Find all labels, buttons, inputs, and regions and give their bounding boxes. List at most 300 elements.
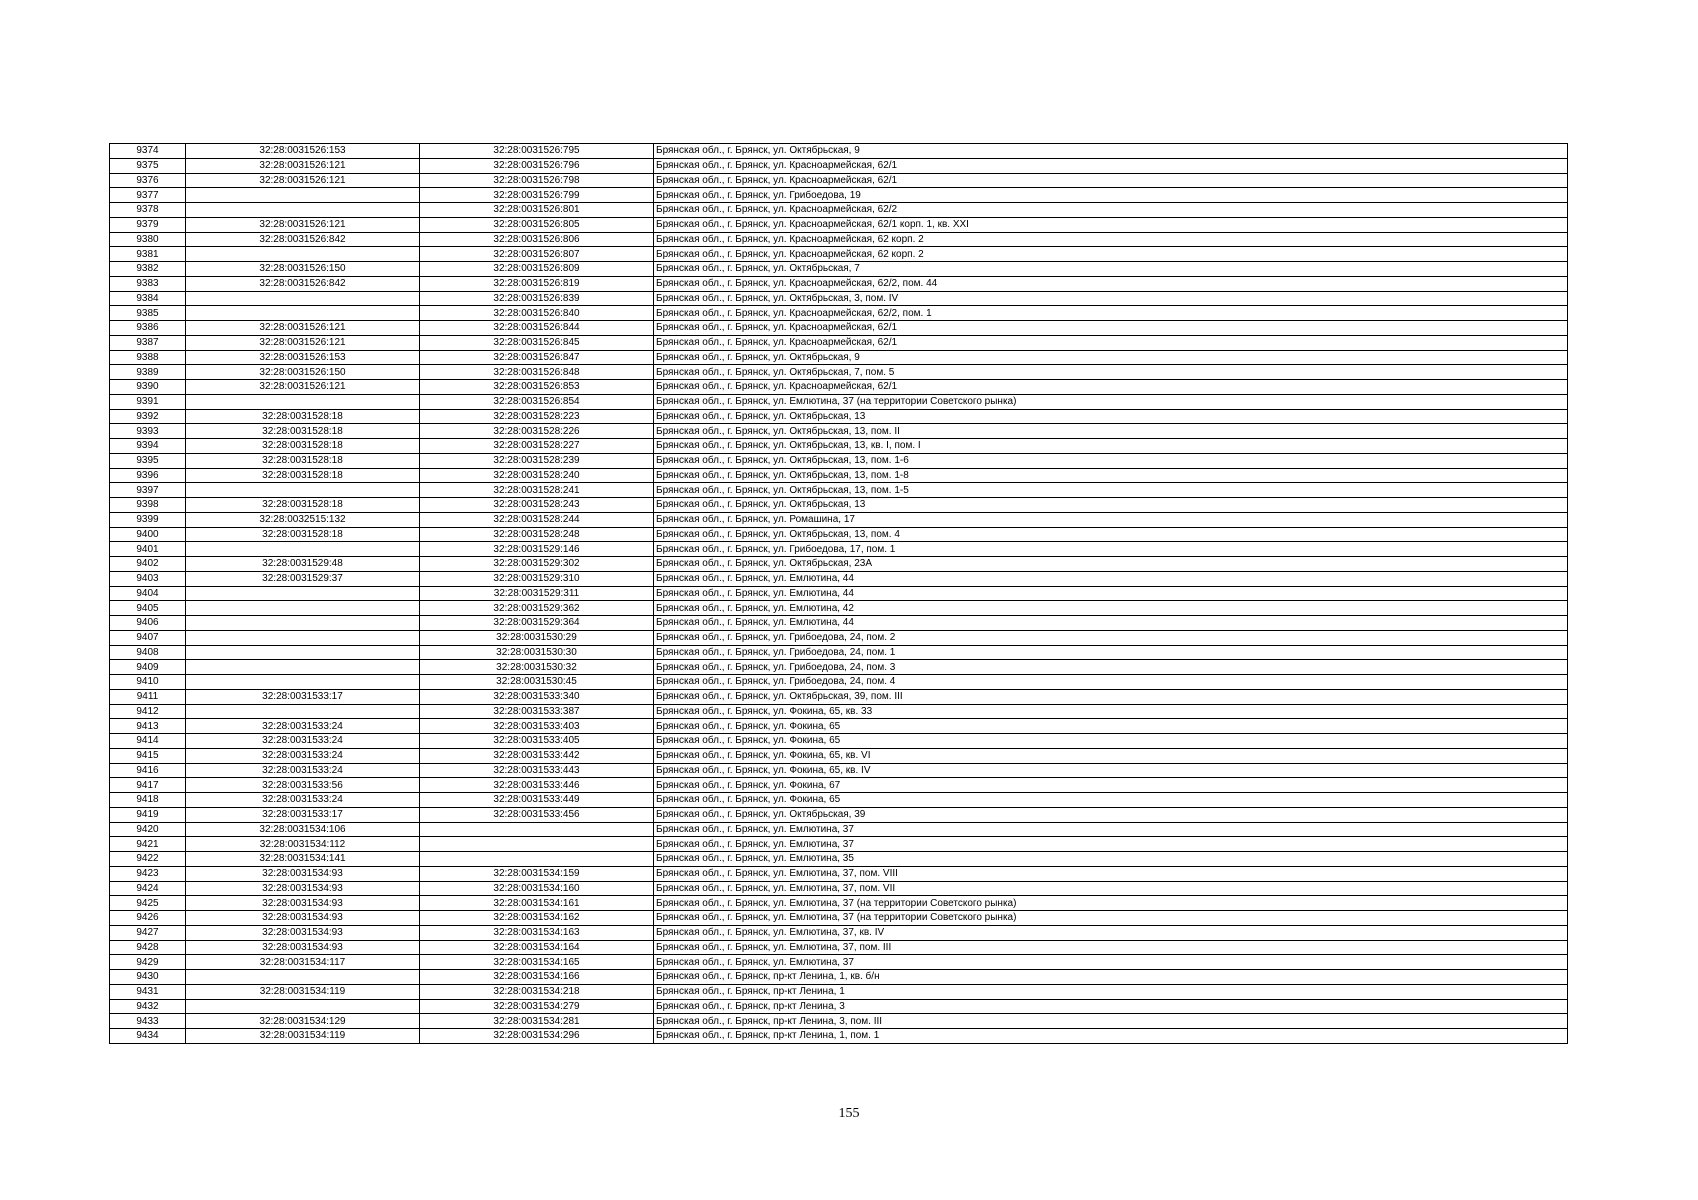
cadastral-number-cell: 32:28:0031529:364	[420, 616, 654, 631]
row-number-cell: 9414	[110, 734, 186, 749]
address-cell: Брянская обл., г. Брянск, ул. Емлютина, 44	[654, 571, 1568, 586]
table-row	[110, 719, 1568, 734]
parent-cadastral-number-cell: 32:28:0031528:18	[186, 409, 420, 424]
table-row	[110, 306, 1568, 321]
address-cell: Брянская обл., г. Брянск, ул. Октябрьская, 39, пом. III	[654, 689, 1568, 704]
table-row	[110, 453, 1568, 468]
cadastral-number-cell: 32:28:0031534:162	[420, 911, 654, 926]
cadastral-number-cell: 32:28:0031526:840	[420, 306, 654, 321]
table-row	[110, 557, 1568, 572]
address-cell: Брянская обл., г. Брянск, ул. Октябрьская, 13	[654, 409, 1568, 424]
row-number-cell: 9405	[110, 601, 186, 616]
address-cell: Брянская обл., г. Брянск, пр-кт Ленина, 3, пом. III	[654, 1014, 1568, 1029]
cadastral-number-cell: 32:28:0031526:806	[420, 232, 654, 247]
table-row	[110, 837, 1568, 852]
cadastral-number-cell: 32:28:0031528:241	[420, 483, 654, 498]
address-cell: Брянская обл., г. Брянск, ул. Октябрьская, 7, пом. 5	[654, 365, 1568, 380]
cadastral-number-cell: 32:28:0031526:854	[420, 394, 654, 409]
address-cell: Брянская обл., г. Брянск, ул. Грибоедова, 24, пом. 1	[654, 645, 1568, 660]
table-row	[110, 232, 1568, 247]
cadastral-number-cell: 32:28:0031534:159	[420, 866, 654, 881]
row-number-cell: 9399	[110, 512, 186, 527]
table-row	[110, 925, 1568, 940]
address-cell: Брянская обл., г. Брянск, ул. Фокина, 65	[654, 793, 1568, 808]
cadastral-number-cell: 32:28:0031534:161	[420, 896, 654, 911]
cadastral-number-cell: 32:28:0031526:844	[420, 321, 654, 336]
parent-cadastral-number-cell: 32:28:0031526:121	[186, 217, 420, 232]
address-cell: Брянская обл., г. Брянск, ул. Красноармейская, 62/1	[654, 335, 1568, 350]
parent-cadastral-number-cell	[186, 542, 420, 557]
parent-cadastral-number-cell	[186, 291, 420, 306]
cadastral-number-cell: 32:28:0031526:805	[420, 217, 654, 232]
address-cell: Брянская обл., г. Брянск, ул. Грибоедова, 24, пом. 3	[654, 660, 1568, 675]
parent-cadastral-number-cell: 32:28:0031526:121	[186, 173, 420, 188]
table-row	[110, 542, 1568, 557]
parent-cadastral-number-cell: 32:28:0031534:112	[186, 837, 420, 852]
parent-cadastral-number-cell: 32:28:0031526:121	[186, 380, 420, 395]
address-cell: Брянская обл., г. Брянск, ул. Емлютина, 44	[654, 586, 1568, 601]
cadastral-number-cell: 32:28:0031528:223	[420, 409, 654, 424]
row-number-cell: 9377	[110, 188, 186, 203]
row-number-cell: 9418	[110, 793, 186, 808]
row-number-cell: 9422	[110, 852, 186, 867]
table-row	[110, 276, 1568, 291]
table-row	[110, 601, 1568, 616]
parent-cadastral-number-cell: 32:28:0031534:93	[186, 940, 420, 955]
table-row	[110, 144, 1568, 159]
table-row	[110, 822, 1568, 837]
table-row	[110, 1014, 1568, 1029]
address-cell: Брянская обл., г. Брянск, ул. Октябрьская, 13	[654, 498, 1568, 513]
row-number-cell: 9434	[110, 1029, 186, 1044]
parent-cadastral-number-cell	[186, 675, 420, 690]
row-number-cell: 9375	[110, 158, 186, 173]
table-row	[110, 483, 1568, 498]
row-number-cell: 9376	[110, 173, 186, 188]
address-cell: Брянская обл., г. Брянск, ул. Октябрьская, 13, кв. I, пом. I	[654, 439, 1568, 454]
address-cell: Брянская обл., г. Брянск, ул. Красноармейская, 62/1	[654, 321, 1568, 336]
table-row	[110, 616, 1568, 631]
address-cell: Брянская обл., г. Брянск, ул. Фокина, 67	[654, 778, 1568, 793]
table-row	[110, 409, 1568, 424]
parent-cadastral-number-cell: 32:28:0031534:119	[186, 984, 420, 999]
address-cell: Брянская обл., г. Брянск, ул. Октябрьская, 13, пом. 4	[654, 527, 1568, 542]
cadastral-number-cell	[420, 822, 654, 837]
cadastral-number-cell: 32:28:0031534:160	[420, 881, 654, 896]
parent-cadastral-number-cell: 32:28:0031533:24	[186, 719, 420, 734]
row-number-cell: 9386	[110, 321, 186, 336]
cadastral-number-cell: 32:28:0031526:801	[420, 203, 654, 218]
address-cell: Брянская обл., г. Брянск, ул. Октябрьская, 3, пом. IV	[654, 291, 1568, 306]
cadastral-number-cell: 32:28:0031528:243	[420, 498, 654, 513]
parent-cadastral-number-cell	[186, 394, 420, 409]
parent-cadastral-number-cell: 32:28:0031533:24	[186, 748, 420, 763]
parent-cadastral-number-cell	[186, 247, 420, 262]
address-cell: Брянская обл., г. Брянск, пр-кт Ленина, 3	[654, 999, 1568, 1014]
table-row	[110, 247, 1568, 262]
parent-cadastral-number-cell: 32:28:0031526:842	[186, 276, 420, 291]
cadastral-number-cell: 32:28:0031534:281	[420, 1014, 654, 1029]
address-cell: Брянская обл., г. Брянск, ул. Емлютина, 37	[654, 837, 1568, 852]
address-cell: Брянская обл., г. Брянск, ул. Фокина, 65	[654, 719, 1568, 734]
address-cell: Брянская обл., г. Брянск, ул. Грибоедова, 24, пом. 2	[654, 630, 1568, 645]
table-row	[110, 512, 1568, 527]
address-cell: Брянская обл., г. Брянск, ул. Красноармейская, 62/2, пом. 44	[654, 276, 1568, 291]
table-row	[110, 394, 1568, 409]
row-number-cell: 9391	[110, 394, 186, 409]
table-row	[110, 1029, 1568, 1044]
address-cell: Брянская обл., г. Брянск, ул. Емлютина, 37 (на территории Советского рынка)	[654, 896, 1568, 911]
row-number-cell: 9382	[110, 262, 186, 277]
cadastral-number-cell: 32:28:0031533:340	[420, 689, 654, 704]
parent-cadastral-number-cell: 32:28:0031528:18	[186, 498, 420, 513]
address-cell: Брянская обл., г. Брянск, ул. Октябрьская, 13, пом. 1-5	[654, 483, 1568, 498]
parent-cadastral-number-cell	[186, 660, 420, 675]
cadastral-number-cell: 32:28:0031533:443	[420, 763, 654, 778]
parent-cadastral-number-cell: 32:28:0031534:117	[186, 955, 420, 970]
parent-cadastral-number-cell: 32:28:0031533:24	[186, 763, 420, 778]
parent-cadastral-number-cell: 32:28:0031534:93	[186, 881, 420, 896]
parent-cadastral-number-cell	[186, 203, 420, 218]
cadastral-number-cell: 32:28:0031526:845	[420, 335, 654, 350]
table-row	[110, 866, 1568, 881]
table-row	[110, 645, 1568, 660]
address-cell: Брянская обл., г. Брянск, ул. Емлютина, 42	[654, 601, 1568, 616]
parent-cadastral-number-cell: 32:28:0031528:18	[186, 453, 420, 468]
table-row	[110, 704, 1568, 719]
cadastral-number-cell: 32:28:0031534:296	[420, 1029, 654, 1044]
parent-cadastral-number-cell: 32:28:0031528:18	[186, 439, 420, 454]
row-number-cell: 9410	[110, 675, 186, 690]
cadastral-number-cell: 32:28:0031526:795	[420, 144, 654, 159]
cadastral-number-cell: 32:28:0031534:279	[420, 999, 654, 1014]
parent-cadastral-number-cell: 32:28:0031529:37	[186, 571, 420, 586]
address-cell: Брянская обл., г. Брянск, ул. Грибоедова, 24, пом. 4	[654, 675, 1568, 690]
address-cell: Брянская обл., г. Брянск, ул. Красноармейская, 62/1	[654, 173, 1568, 188]
address-cell: Брянская обл., г. Брянск, пр-кт Ленина, 1	[654, 984, 1568, 999]
table-row	[110, 527, 1568, 542]
row-number-cell: 9426	[110, 911, 186, 926]
table-row	[110, 203, 1568, 218]
parent-cadastral-number-cell: 32:28:0031534:129	[186, 1014, 420, 1029]
row-number-cell: 9416	[110, 763, 186, 778]
table-row	[110, 793, 1568, 808]
cadastral-number-cell: 32:28:0031533:405	[420, 734, 654, 749]
row-number-cell: 9385	[110, 306, 186, 321]
parent-cadastral-number-cell: 32:28:0031526:150	[186, 262, 420, 277]
cadastral-number-cell: 32:28:0031526:799	[420, 188, 654, 203]
address-cell: Брянская обл., г. Брянск, ул. Фокина, 65	[654, 734, 1568, 749]
table-row	[110, 291, 1568, 306]
row-number-cell: 9408	[110, 645, 186, 660]
cadastral-number-cell: 32:28:0031529:310	[420, 571, 654, 586]
row-number-cell: 9417	[110, 778, 186, 793]
parent-cadastral-number-cell	[186, 970, 420, 985]
address-cell: Брянская обл., г. Брянск, ул. Емлютина, 37	[654, 822, 1568, 837]
cadastral-number-cell: 32:28:0031528:227	[420, 439, 654, 454]
table-row	[110, 970, 1568, 985]
cadastral-number-cell: 32:28:0031533:442	[420, 748, 654, 763]
address-cell: Брянская обл., г. Брянск, ул. Красноармейская, 62/2, пом. 1	[654, 306, 1568, 321]
cadastral-number-cell: 32:28:0031526:847	[420, 350, 654, 365]
row-number-cell: 9404	[110, 586, 186, 601]
table-row	[110, 734, 1568, 749]
parent-cadastral-number-cell: 32:28:0031526:121	[186, 321, 420, 336]
table-row	[110, 630, 1568, 645]
address-cell: Брянская обл., г. Брянск, ул. Красноармейская, 62/2	[654, 203, 1568, 218]
cadastral-number-cell: 32:28:0031526:839	[420, 291, 654, 306]
address-cell: Брянская обл., г. Брянск, ул. Ромашина, 17	[654, 512, 1568, 527]
cadastral-number-cell: 32:28:0031530:32	[420, 660, 654, 675]
row-number-cell: 9419	[110, 807, 186, 822]
parent-cadastral-number-cell: 32:28:0031534:141	[186, 852, 420, 867]
address-cell: Брянская обл., г. Брянск, ул. Красноармейская, 62/1 корп. 1, кв. XXI	[654, 217, 1568, 232]
row-number-cell: 9432	[110, 999, 186, 1014]
parent-cadastral-number-cell	[186, 616, 420, 631]
parent-cadastral-number-cell: 32:28:0031526:842	[186, 232, 420, 247]
cadastral-number-cell: 32:28:0031534:166	[420, 970, 654, 985]
table-row	[110, 571, 1568, 586]
row-number-cell: 9425	[110, 896, 186, 911]
table-row	[110, 675, 1568, 690]
row-number-cell: 9390	[110, 380, 186, 395]
row-number-cell: 9381	[110, 247, 186, 262]
cadastral-number-cell: 32:28:0031528:226	[420, 424, 654, 439]
parent-cadastral-number-cell: 32:28:0031534:93	[186, 866, 420, 881]
cadastral-number-cell: 32:28:0031533:449	[420, 793, 654, 808]
row-number-cell: 9393	[110, 424, 186, 439]
cadastral-number-cell	[420, 852, 654, 867]
address-cell: Брянская обл., г. Брянск, ул. Октябрьская, 13, пом. 1-6	[654, 453, 1568, 468]
table-row	[110, 748, 1568, 763]
table-row	[110, 896, 1568, 911]
table-row	[110, 586, 1568, 601]
parent-cadastral-number-cell: 32:28:0031534:93	[186, 911, 420, 926]
parent-cadastral-number-cell: 32:28:0031526:121	[186, 158, 420, 173]
address-cell: Брянская обл., г. Брянск, пр-кт Ленина, 1, пом. 1	[654, 1029, 1568, 1044]
address-cell: Брянская обл., г. Брянск, ул. Фокина, 65, кв. IV	[654, 763, 1568, 778]
row-number-cell: 9415	[110, 748, 186, 763]
parent-cadastral-number-cell	[186, 306, 420, 321]
row-number-cell: 9409	[110, 660, 186, 675]
parent-cadastral-number-cell: 32:28:0031533:17	[186, 807, 420, 822]
cadastral-number-cell: 32:28:0031533:387	[420, 704, 654, 719]
parent-cadastral-number-cell: 32:28:0031528:18	[186, 468, 420, 483]
row-number-cell: 9395	[110, 453, 186, 468]
cadastral-number-cell: 32:28:0031529:311	[420, 586, 654, 601]
row-number-cell: 9384	[110, 291, 186, 306]
address-cell: Брянская обл., г. Брянск, ул. Емлютина, 37, кв. IV	[654, 925, 1568, 940]
address-cell: Брянская обл., г. Брянск, ул. Емлютина, 37, пом. III	[654, 940, 1568, 955]
row-number-cell: 9413	[110, 719, 186, 734]
cadastral-number-cell: 32:28:0031526:848	[420, 365, 654, 380]
cadastral-number-cell: 32:28:0031533:403	[420, 719, 654, 734]
cadastral-number-cell: 32:28:0031530:29	[420, 630, 654, 645]
table-row	[110, 424, 1568, 439]
parent-cadastral-number-cell	[186, 704, 420, 719]
address-cell: Брянская обл., г. Брянск, ул. Емлютина, 44	[654, 616, 1568, 631]
cadastral-number-cell: 32:28:0031528:244	[420, 512, 654, 527]
address-cell: Брянская обл., г. Брянск, ул. Фокина, 65, кв. 33	[654, 704, 1568, 719]
row-number-cell: 9380	[110, 232, 186, 247]
table-row	[110, 778, 1568, 793]
table-row	[110, 262, 1568, 277]
cadastral-number-cell: 32:28:0031533:456	[420, 807, 654, 822]
row-number-cell: 9394	[110, 439, 186, 454]
cadastral-number-cell: 32:28:0031528:248	[420, 527, 654, 542]
table-row	[110, 999, 1568, 1014]
table-row	[110, 468, 1568, 483]
row-number-cell: 9401	[110, 542, 186, 557]
parent-cadastral-number-cell	[186, 483, 420, 498]
page-number: 155	[838, 1106, 860, 1121]
parent-cadastral-number-cell: 32:28:0031533:56	[186, 778, 420, 793]
cadastral-number-cell: 32:28:0031530:30	[420, 645, 654, 660]
address-cell: Брянская обл., г. Брянск, ул. Емлютина, 37, пом. VIII	[654, 866, 1568, 881]
parent-cadastral-number-cell	[186, 601, 420, 616]
row-number-cell: 9392	[110, 409, 186, 424]
table-row	[110, 380, 1568, 395]
table-row	[110, 350, 1568, 365]
parent-cadastral-number-cell: 32:28:0031534:93	[186, 925, 420, 940]
parent-cadastral-number-cell: 32:28:0031534:106	[186, 822, 420, 837]
table-row	[110, 660, 1568, 675]
row-number-cell: 9406	[110, 616, 186, 631]
row-number-cell: 9421	[110, 837, 186, 852]
parent-cadastral-number-cell: 32:28:0031526:121	[186, 335, 420, 350]
parent-cadastral-number-cell: 32:28:0031533:24	[186, 734, 420, 749]
cadastral-number-cell: 32:28:0031533:446	[420, 778, 654, 793]
cadastral-number-cell: 32:28:0031526:798	[420, 173, 654, 188]
address-cell: Брянская обл., г. Брянск, ул. Грибоедова, 19	[654, 188, 1568, 203]
row-number-cell: 9388	[110, 350, 186, 365]
parent-cadastral-number-cell	[186, 586, 420, 601]
parent-cadastral-number-cell: 32:28:0031528:18	[186, 527, 420, 542]
parent-cadastral-number-cell: 32:28:0031526:150	[186, 365, 420, 380]
row-number-cell: 9407	[110, 630, 186, 645]
registry-table	[109, 143, 1568, 1044]
address-cell: Брянская обл., г. Брянск, ул. Емлютина, 37, пом. VII	[654, 881, 1568, 896]
cadastral-number-cell: 32:28:0031534:164	[420, 940, 654, 955]
cadastral-number-cell	[420, 837, 654, 852]
row-number-cell: 9424	[110, 881, 186, 896]
table-row	[110, 984, 1568, 999]
parent-cadastral-number-cell: 32:28:0031526:153	[186, 144, 420, 159]
row-number-cell: 9403	[110, 571, 186, 586]
cadastral-number-cell: 32:28:0031530:45	[420, 675, 654, 690]
row-number-cell: 9383	[110, 276, 186, 291]
row-number-cell: 9431	[110, 984, 186, 999]
row-number-cell: 9428	[110, 940, 186, 955]
registry-table-body	[110, 144, 1568, 1044]
table-row	[110, 217, 1568, 232]
row-number-cell: 9412	[110, 704, 186, 719]
parent-cadastral-number-cell	[186, 188, 420, 203]
table-row	[110, 911, 1568, 926]
table-row	[110, 439, 1568, 454]
row-number-cell: 9429	[110, 955, 186, 970]
address-cell: Брянская обл., г. Брянск, ул. Красноармейская, 62 корп. 2	[654, 232, 1568, 247]
cadastral-number-cell: 32:28:0031526:807	[420, 247, 654, 262]
table-row	[110, 881, 1568, 896]
table-row	[110, 807, 1568, 822]
address-cell: Брянская обл., г. Брянск, ул. Октябрьская, 23А	[654, 557, 1568, 572]
table-row	[110, 365, 1568, 380]
table-row	[110, 940, 1568, 955]
table-row	[110, 321, 1568, 336]
parent-cadastral-number-cell: 32:28:0031526:153	[186, 350, 420, 365]
cadastral-number-cell: 32:28:0031529:302	[420, 557, 654, 572]
cadastral-number-cell: 32:28:0031526:819	[420, 276, 654, 291]
parent-cadastral-number-cell: 32:28:0031533:17	[186, 689, 420, 704]
address-cell: Брянская обл., г. Брянск, ул. Фокина, 65, кв. VI	[654, 748, 1568, 763]
table-row	[110, 188, 1568, 203]
table-row	[110, 498, 1568, 513]
address-cell: Брянская обл., г. Брянск, ул. Емлютина, 35	[654, 852, 1568, 867]
parent-cadastral-number-cell: 32:28:0031533:24	[186, 793, 420, 808]
row-number-cell: 9387	[110, 335, 186, 350]
row-number-cell: 9379	[110, 217, 186, 232]
cadastral-number-cell: 32:28:0031528:239	[420, 453, 654, 468]
parent-cadastral-number-cell: 32:28:0032515:132	[186, 512, 420, 527]
row-number-cell: 9400	[110, 527, 186, 542]
row-number-cell: 9378	[110, 203, 186, 218]
address-cell: Брянская обл., г. Брянск, пр-кт Ленина, 1, кв. б/н	[654, 970, 1568, 985]
address-cell: Брянская обл., г. Брянск, ул. Октябрьская, 7	[654, 262, 1568, 277]
cadastral-number-cell: 32:28:0031526:796	[420, 158, 654, 173]
address-cell: Брянская обл., г. Брянск, ул. Грибоедова, 17, пом. 1	[654, 542, 1568, 557]
parent-cadastral-number-cell: 32:28:0031534:93	[186, 896, 420, 911]
row-number-cell: 9433	[110, 1014, 186, 1029]
address-cell: Брянская обл., г. Брянск, ул. Красноармейская, 62/1	[654, 158, 1568, 173]
cadastral-number-cell: 32:28:0031526:853	[420, 380, 654, 395]
cadastral-number-cell: 32:28:0031534:218	[420, 984, 654, 999]
table-row	[110, 689, 1568, 704]
address-cell: Брянская обл., г. Брянск, ул. Емлютина, 37 (на территории Советского рынка)	[654, 911, 1568, 926]
parent-cadastral-number-cell	[186, 630, 420, 645]
table-row	[110, 763, 1568, 778]
row-number-cell: 9427	[110, 925, 186, 940]
row-number-cell: 9402	[110, 557, 186, 572]
table-row	[110, 158, 1568, 173]
address-cell: Брянская обл., г. Брянск, ул. Октябрьская, 13, пом. II	[654, 424, 1568, 439]
address-cell: Брянская обл., г. Брянск, ул. Красноармейская, 62 корп. 2	[654, 247, 1568, 262]
cadastral-number-cell: 32:28:0031529:362	[420, 601, 654, 616]
table-row	[110, 852, 1568, 867]
parent-cadastral-number-cell: 32:28:0031528:18	[186, 424, 420, 439]
parent-cadastral-number-cell	[186, 999, 420, 1014]
row-number-cell: 9423	[110, 866, 186, 881]
row-number-cell: 9430	[110, 970, 186, 985]
address-cell: Брянская обл., г. Брянск, ул. Емлютина, 37 (на территории Советского рынка)	[654, 394, 1568, 409]
address-cell: Брянская обл., г. Брянск, ул. Октябрьская, 13, пом. 1-8	[654, 468, 1568, 483]
row-number-cell: 9398	[110, 498, 186, 513]
row-number-cell: 9396	[110, 468, 186, 483]
cadastral-number-cell: 32:28:0031526:809	[420, 262, 654, 277]
cadastral-number-cell: 32:28:0031529:146	[420, 542, 654, 557]
table-row	[110, 955, 1568, 970]
cadastral-number-cell: 32:28:0031528:240	[420, 468, 654, 483]
cadastral-number-cell: 32:28:0031534:163	[420, 925, 654, 940]
table-row	[110, 335, 1568, 350]
cadastral-number-cell: 32:28:0031534:165	[420, 955, 654, 970]
parent-cadastral-number-cell: 32:28:0031529:48	[186, 557, 420, 572]
address-cell: Брянская обл., г. Брянск, ул. Октябрьская, 9	[654, 144, 1568, 159]
row-number-cell: 9411	[110, 689, 186, 704]
row-number-cell: 9389	[110, 365, 186, 380]
row-number-cell: 9397	[110, 483, 186, 498]
address-cell: Брянская обл., г. Брянск, ул. Октябрьская, 9	[654, 350, 1568, 365]
